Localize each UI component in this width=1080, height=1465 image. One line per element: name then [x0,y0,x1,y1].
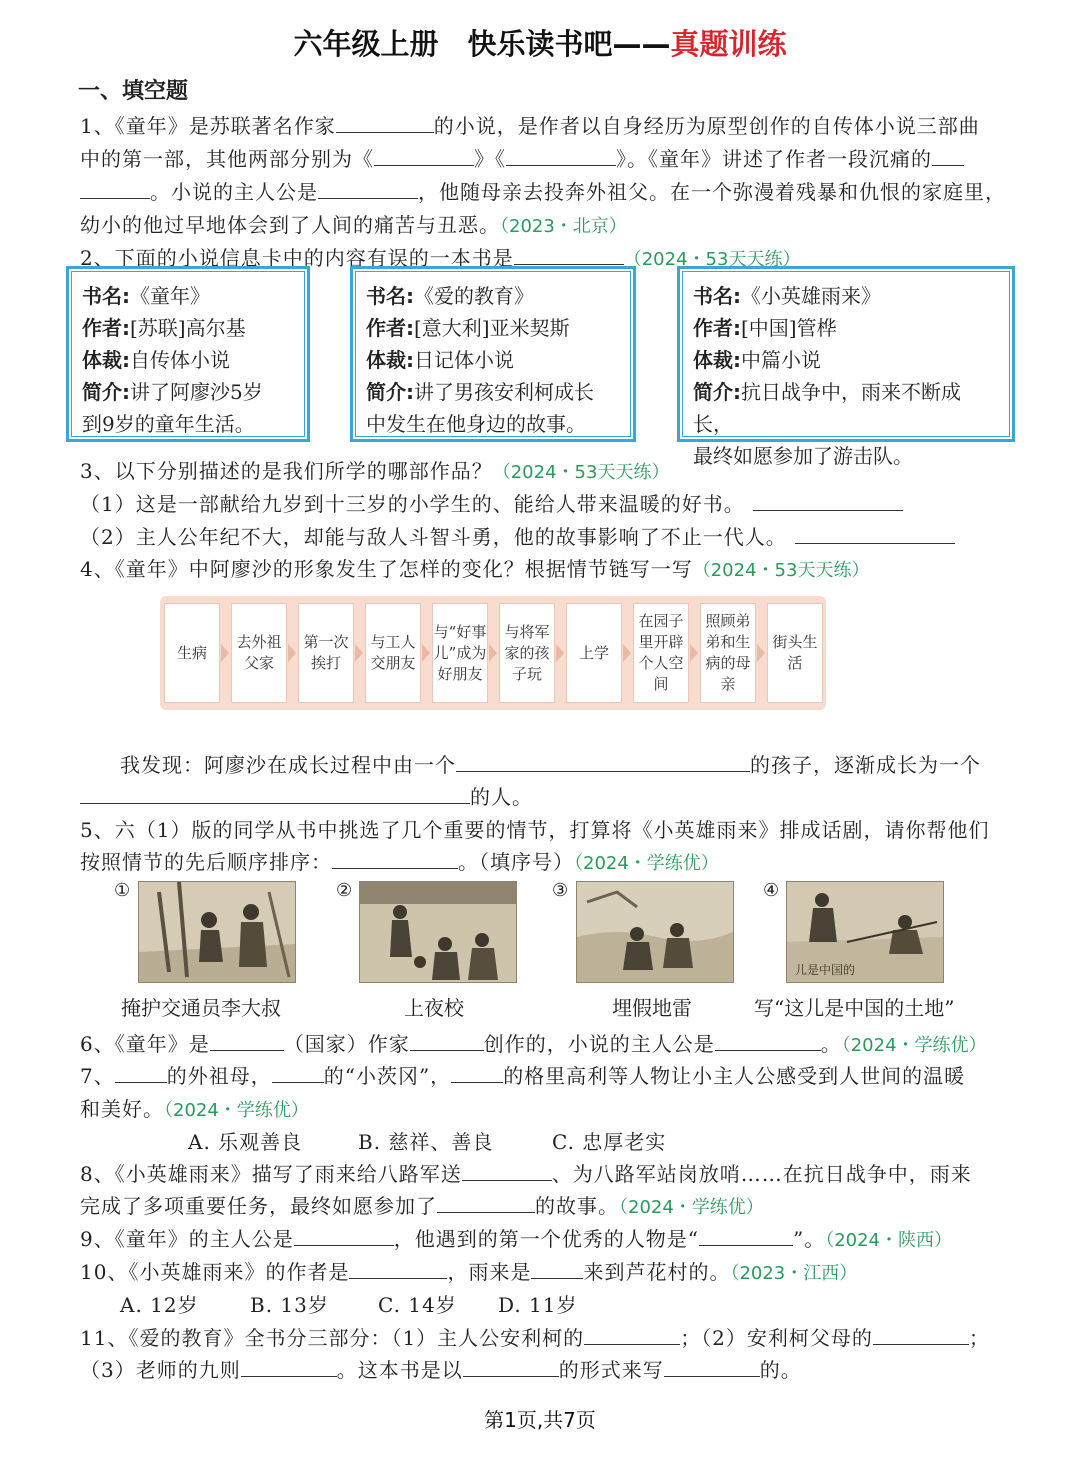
chain-arrow-icon [556,644,564,662]
info-card: 书名:《小英雄雨来》 作者:[中国]管桦 体裁:中篇小说 简介:抗日战争中，雨来不断成长， 最终如愿参加了游击队。 [677,266,1015,442]
q6-question: 6、《童年》是 （国家）作家 创作的，小说的主人公是 。（2024・学练优） [80,1032,987,1056]
chain-step: 上学 [566,603,622,703]
q1-source: （2023・北京） [500,216,627,237]
title-highlight: 真题训练 [670,27,787,61]
page-number: 第1页,共7页 [484,1408,596,1432]
q3-question: 3、以下分别描述的是我们所学的哪部作品？（2024・53天天练） [80,459,670,483]
chain-step: 与将军家的孩子玩 [499,603,555,703]
q6-source: （2024・学练优） [841,1035,987,1056]
q7-source: （2024・学练优） [164,1100,309,1121]
info-card: 书名:《童年》 作者:[苏联]高尔基 体裁:自传体小说 简介:讲了阿廖沙5岁 到9岁的童年生活。 [66,266,310,442]
q8-line1: 8、《小英雄雨来》描写了雨来给八路军送 、为八路军站岗放哨……在抗日战争中，雨来 [80,1162,972,1186]
q7-option: A. 乐观善良 [188,1130,303,1154]
q3-source: （2024・53天天练） [492,462,670,483]
chain-step: 照顾弟弟和生病的母亲 [700,603,756,703]
picture-number: ① [114,880,131,901]
q11-line2: （3）老师的九则 。这本书是以 的形式来写 的。 [80,1358,802,1382]
q4-finding-line2: 的人。 [80,781,533,810]
page-title: 六年级上册 快乐读书吧——真题训练 [293,27,787,61]
q2-question: 2、下面的小说信息卡中的内容有误的一本书是 （2024・53天天练） [80,246,801,270]
picture-number: ④ [763,880,780,901]
q4-finding: 我发现：阿廖沙在成长过程中由一个 的孩子，逐渐成长为一个 [120,753,981,777]
q2-source: （2024・53天天练） [623,249,801,270]
q8-source: （2024・学练优） [619,1197,764,1218]
chain-arrow-icon [288,644,296,662]
q9-question: 9、《童年》的主人公是 ，他遇到的第一个优秀的人物是“ ”。（2024・陕西） [80,1227,953,1251]
q5-line1: 5、六（1）版的同学从书中挑选了几个重要的情节，打算将《小英雄雨来》排成话剧，请你帮他们 [80,818,990,842]
q7-option: B. 慈祥、善良 [358,1130,494,1154]
illustration [138,881,296,983]
picture-caption: 上夜校 [404,996,464,1020]
q5-source: （2024・学练优） [574,853,719,874]
q7-line2: 和美好。（2024・学练优） [80,1097,309,1121]
chain-step: 在园子里开辟个人空间 [633,603,689,703]
q10-option: A. 12岁 [120,1293,199,1317]
picture-caption: 写“这儿是中国的土地” [754,996,955,1020]
q10-option: C. 14岁 [378,1293,457,1317]
q10-question: 10、《小英雄雨来》的作者是 ，雨来是 来到芦花村的。（2023・江西） [80,1260,858,1284]
chain-step: 街头生活 [767,603,823,703]
q7-question: 7、 的外祖母， 的“小茨冈”， 的格里高利等人物让小主人公感受到人世间的温暖 [80,1064,966,1088]
illustration [576,881,734,983]
q1-line3: 。小说的主人公是 ，他随母亲去投奔外祖父。在一个弥漫着残暴和仇恨的家庭里， [80,176,1006,205]
chain-arrow-icon [623,644,631,662]
illustration-inscription: 儿是中国的 [795,963,856,977]
chain-arrow-icon [221,644,229,662]
illustration [359,881,517,983]
chain-arrow-icon [489,644,497,662]
q9-source: （2024・陕西） [825,1230,953,1251]
q10-option: D. 11岁 [498,1293,578,1317]
chain-step: 第一次挨打 [298,603,354,703]
chain-arrow-icon [757,644,765,662]
chain-arrow-icon [690,644,698,662]
picture-caption: 掩护交通员李大叔 [121,996,281,1020]
q3-sub2: （2）主人公年纪不大，却能与敌人斗智斗勇，他的故事影响了不止一代人。 [80,521,955,550]
q1-line1: 1、《童年》是苏联著名作家 的小说，是作者以自身经历为原型创作的自传体小说三部曲 [80,114,980,138]
q4-source: （2024・53天天练） [692,560,870,581]
section-heading: 一、填空题 [78,79,189,104]
chain-step: 与“好事儿”成为好朋友 [432,603,488,703]
info-card: 书名:《爱的教育》 作者:[意大利]亚米契斯 体裁:日记体小说 简介:讲了男孩安利柯成长 中发生在他身边的故事。 [350,266,636,442]
q8-line2: 完成了多项重要任务，最终如愿参加了 的故事。（2024・学练优） [80,1194,764,1218]
chain-arrow-icon [422,644,430,662]
q10-option: B. 13岁 [250,1293,329,1317]
picture-caption: 埋假地雷 [612,996,692,1020]
plot-chain [160,596,826,710]
chain-step: 与工人交朋友 [365,603,421,703]
q3-sub1: （1）这是一部献给九岁到十三岁的小学生的、能给人带来温暖的好书。 [80,488,903,517]
chain-step: 生病 [164,603,220,703]
chain-step: 去外祖父家 [231,603,287,703]
picture-number: ③ [552,880,569,901]
q1-line2: 中的第一部，其他两部分别为《 》《 》。《童年》讲述了作者一段沉痛的 [80,143,964,172]
q5-line2: 按照情节的先后顺序排序： 。（填序号）（2024・学练优） [80,850,719,874]
picture-number: ② [336,880,353,901]
chain-arrow-icon [355,644,363,662]
q7-option: C. 忠厚老实 [552,1130,667,1154]
q10-source: （2023・江西） [730,1263,858,1284]
q11-line1: 11、《爱的教育》全书分三部分：（1）主人公安利柯的 ；（2）安利柯父母的 ； [80,1326,990,1350]
q1-line4: 幼小的他过早地体会到了人间的痛苦与丑恶。（2023・北京） [80,213,627,237]
illustration [786,881,944,983]
q4-question: 4、《童年》中阿廖沙的形象发生了怎样的变化？根据情节链写一写（2024・53天天练） [80,557,870,581]
